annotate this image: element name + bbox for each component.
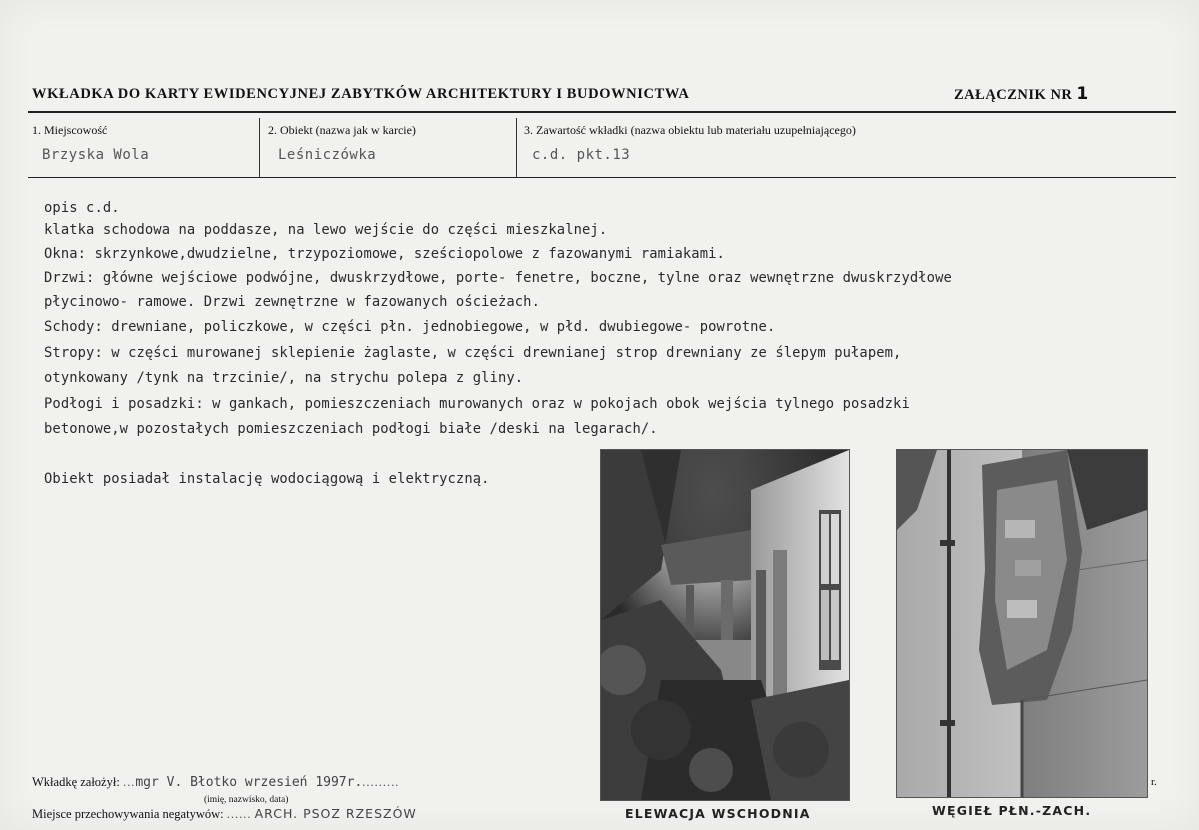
description-line: Okna: skrzynkowe,dwudzielne, trzypoziomowe, sześciopolowe z fazowanymi ramiakami. (44, 246, 725, 262)
content-value: c.d. pkt.13 (532, 147, 631, 163)
field-divider-2 (516, 118, 517, 178)
fields-rule (28, 177, 1176, 178)
description-line: betonowe,w pozostałych pomieszczeniach podłogi białe /deski na legarach/. (44, 421, 658, 437)
content-label: 3. Zawartość wkładki (nazwa obiektu lub materiału uzupełniającego) (524, 123, 856, 137)
description-line: Podłogi i posadzki: w gankach, pomieszczeniach murowanych oraz w pokojach obok wejścia tylnego posadzki (44, 396, 910, 412)
description-line: płycinowo- ramowe. Drzwi zewnętrzne w fazowanych ościeżach. (44, 294, 540, 310)
description-line: Stropy: w części murowanej sklepienie żaglaste, w części drewnianej strop drewniany ze ślepym pułapem, (44, 345, 902, 361)
storage-label: Miejsce przechowywania negatywów: (32, 807, 224, 821)
photo-east-elevation (600, 449, 850, 801)
east-elevation-image (601, 450, 849, 800)
founder-row (32, 775, 399, 790)
card-title: WKŁADKA DO KARTY EWIDENCYJNEJ ZABYTKÓW ARCHITEKTURY I BUDOWNICTWA (32, 86, 690, 102)
locality-label: 1. Miejscowość (32, 123, 108, 137)
founder-hint: (imię, nazwisko, data) (204, 795, 289, 805)
trailing-mark: r. (1151, 776, 1157, 788)
dotted-leader: ... (122, 775, 136, 789)
annex-label (954, 84, 1089, 104)
locality-value: Brzyska Wola (42, 147, 150, 163)
object-value: Leśniczówka (278, 147, 377, 163)
caption-east-elevation: ELEWACJA WSCHODNIA (625, 806, 811, 821)
dotted-leader: ...... (226, 807, 252, 821)
description-line: klatka schodowa na poddasze, na lewo wejście do części mieszkalnej. (44, 222, 608, 238)
storage-row (32, 806, 417, 822)
annex-number: 1 (1076, 84, 1089, 104)
description-line: opis c.d. (44, 200, 120, 216)
northwest-corner-image (897, 450, 1147, 797)
storage-value: ARCH. PSOZ RZESZÓW (254, 806, 417, 821)
caption-northwest-corner: WĘGIEŁ PŁN.-ZACH. (932, 803, 1092, 818)
description-line: Obiekt posiadał instalację wodociągową i elektryczną. (44, 471, 490, 487)
object-label: 2. Obiekt (nazwa jak w karcie) (268, 123, 416, 137)
field-divider-1 (259, 118, 260, 178)
description-line: Drzwi: główne wejściowe podwójne, dwuskrzydłowe, porte- fenetre, boczne, tylne oraz wewnętrzne dwuskrzydłowe (44, 270, 952, 286)
founder-label: Wkładkę założył: (32, 775, 120, 789)
description-line: otynkowany /tynk na trzcinie/, na strychu polepa z gliny. (44, 370, 524, 386)
dotted-leader: ......... (362, 775, 400, 789)
description-line: Schody: drewniane, policzkowe, w części płn. jednobiegowe, w płd. dwubiegowe- powrotne. (44, 319, 776, 335)
annex-text: ZAŁĄCZNIK NR (954, 87, 1073, 103)
photo-northwest-corner (896, 449, 1148, 798)
founder-value: mgr V. Błotko wrzesień 1997r. (135, 775, 363, 790)
header-rule (28, 111, 1176, 113)
